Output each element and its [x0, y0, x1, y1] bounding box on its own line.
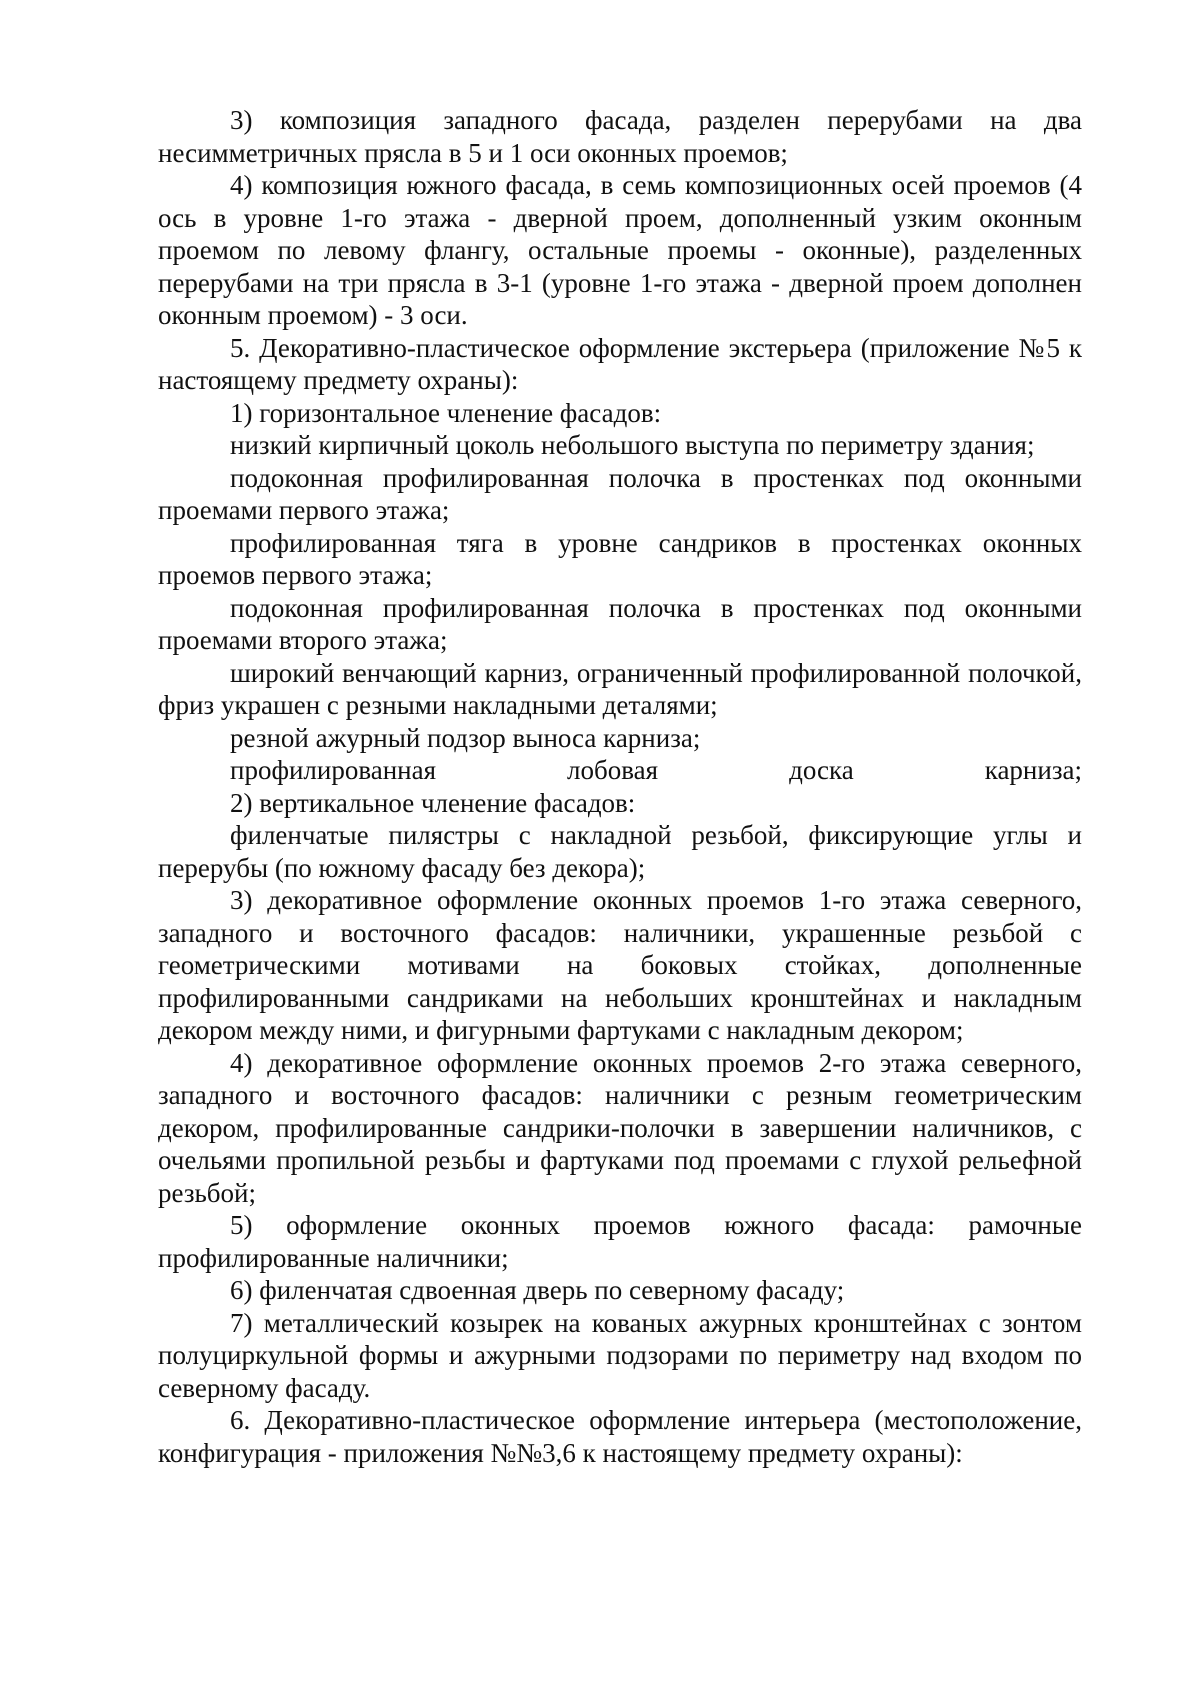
paragraph-plinth: низкий кирпичный цоколь небольшого выступа по периметру здания;	[230, 430, 1035, 460]
paragraph-panel-door: 6) филенчатая сдвоенная дверь по северному фасаду;	[230, 1275, 845, 1305]
paragraph-western-facade: 3) композиция западного фасада, разделен перерубами на два несимметричных прясла в 5 и 1 оси оконных проемов;	[158, 105, 1082, 168]
paragraph-sill-shelf-first-floor: подоконная профилированная полочка в простенках под оконными проемами первого этажа;	[158, 462, 1082, 525]
paragraph-metal-canopy: 7) металлический козырек на кованых ажурных кронштейнах с зонтом полуциркульной формы и ажурными подзорами по периметру над входом по северному фасаду.	[158, 1307, 1082, 1403]
paragraph-sill-shelf-second-floor: подоконная профилированная полочка в простенках под оконными проемами второго этажа;	[158, 592, 1082, 655]
paragraph-southern-windows: 5) оформление оконных проемов южного фасада: рамочные профилированные наличники;	[158, 1210, 1082, 1273]
document-page	[158, 104, 1082, 1469]
paragraph-southern-facade: 4) композиция южного фасада, в семь композиционных осей проемов (4 ось в уровне 1-го этажа - дверной проем, дополненный узким оконным проемом по левому флангу, остальные проемы - оконные), разделенных перерубами на три прясла в 3-1 (уровне 1-го этажа - дверной проем дополнен оконным проемом) - 3 оси.	[158, 170, 1082, 330]
paragraph-vertical-division: 2) вертикальное членение фасадов:	[230, 787, 636, 818]
paragraph-exterior-decoration: 5. Декоративно-пластическое оформление экстерьера (приложение №5 к настоящему предмету охраны):	[158, 332, 1082, 395]
paragraph-profiled-rod: профилированная тяга в уровне сандриков в простенках оконных проемов первого этажа;	[158, 527, 1082, 590]
paragraph-pilasters: филенчатые пилястры с накладной резьбой, фиксирующие углы и перерубы (по южному фасаду без декора);	[158, 820, 1082, 883]
paragraph-second-floor-windows: 4) декоративное оформление оконных проемов 2-го этажа северного, западного и восточного фасадов: наличники с резным геометрическим декором, профилированные сандрики-полочки в завершении наличников, с очельями пропильной резьбы и фартуками под проемами с глухой рельефной резьбой;	[158, 1047, 1082, 1208]
paragraph-interior-decoration: 6. Декоративно-пластическое оформление интерьера (местоположение, конфигурация - приложения №№3,6 к настоящему предмету охраны):	[158, 1405, 1082, 1468]
paragraph-fascia-board: профилированная лобовая доска карниза;	[230, 755, 1082, 785]
paragraph-cornice: широкий венчающий карниз, ограниченный профилированной полочкой, фриз украшен с резными накладными деталями;	[158, 657, 1082, 720]
paragraph-valance: резной ажурный подзор выноса карниза;	[230, 722, 701, 753]
paragraph-first-floor-windows: 3) декоративное оформление оконных проемов 1-го этажа северного, западного и восточного фасадов: наличники, украшенные резьбой с геометрическими мотивами на боковых стойках, дополненные профилированными сандриками на небольших кронштейнах и накладным декором между ними, и фигурными фартуками с накладным декором;	[158, 885, 1082, 1045]
paragraph-horizontal-division: 1) горизонтальное членение фасадов:	[230, 397, 662, 428]
